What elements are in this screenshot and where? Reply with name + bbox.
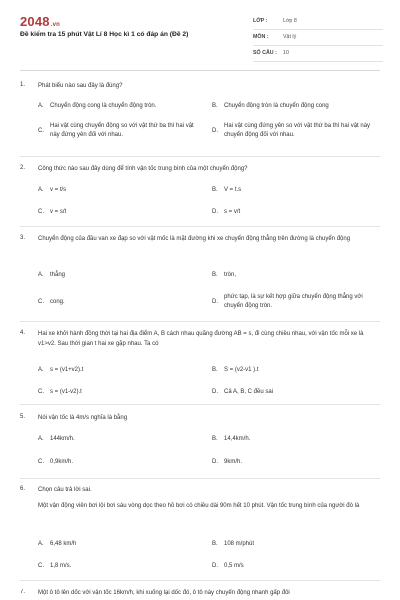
option-text: s = (v1+v2).t: [50, 367, 84, 373]
question-number: 2.: [20, 165, 26, 171]
option-letter: C.: [38, 128, 44, 134]
option-text: Hai vật cùng chuyển động so với vật thứ ba thì hai vật này đứng yên đối với nhau.: [50, 123, 194, 138]
option-text: 14,4km/h.: [224, 436, 251, 442]
question-divider: [20, 156, 380, 157]
question-divider: [20, 404, 380, 405]
option-text: 108 m/phút: [224, 541, 255, 547]
option-text: S = (v2-v1 ).t: [224, 367, 259, 373]
question-number: 6.: [20, 486, 26, 492]
option-text: Chuyển động cong là chuyển động tròn.: [50, 103, 157, 109]
meta-value: Vật lý: [283, 34, 297, 40]
question-number: 4.: [20, 330, 26, 336]
question-number: 5.: [20, 414, 26, 420]
meta-key: SỐ CÂU :: [253, 50, 277, 56]
option-letter: C.: [38, 563, 44, 569]
option-letter: D.: [212, 563, 218, 569]
option-letter: A.: [38, 436, 44, 442]
page-title: Đề kiểm tra 15 phút Vật Lí 8 Học kì 1 có đáp án (Đề 2): [20, 31, 189, 38]
option-letter: D.: [212, 128, 218, 134]
option-text: thẳng: [50, 272, 66, 278]
question-number: 1.: [20, 82, 26, 88]
page-header: [0, 0, 400, 70]
question-7: [20, 589, 380, 600]
option-text: Cả A, B, C đều sai: [224, 389, 274, 395]
question-text: Một ô tô lên dốc với vận tốc 16km/h, khi xuống lại dốc đó, ô tô này chuyển động nhanh gấp đôi: [38, 590, 290, 596]
question-6: [20, 486, 380, 578]
question-divider: [20, 321, 380, 322]
option-letter: A.: [38, 103, 44, 109]
question-number: 7.: [20, 589, 26, 595]
question-divider: [20, 226, 380, 227]
option-letter: A.: [38, 272, 44, 278]
meta-row-subject: [253, 32, 383, 46]
option-text: tròn,: [224, 272, 237, 278]
option-letter: B.: [212, 436, 218, 442]
question-5: [20, 414, 380, 474]
question-text: Nói vận tốc là 4m/s nghĩa là bằng: [38, 415, 128, 421]
question-3: [20, 235, 380, 323]
option-letter: D.: [212, 389, 218, 395]
option-letter: D.: [212, 299, 218, 305]
question-passage: Một vận động viên bơi lội bơi sáu vòng dọc theo hồ bơi có chiều dài 90m hết 10 phút. Vận tốc trung bình của người đó là: [38, 503, 360, 509]
option-text: 0,9km/h.: [50, 459, 74, 465]
option-letter: A.: [38, 187, 44, 193]
option-letter: A.: [38, 541, 44, 547]
question-1: [20, 82, 380, 162]
option-text: 0,5 m/s: [224, 563, 244, 569]
option-text: 6,48 km/h: [50, 541, 77, 547]
question-4: [20, 330, 380, 406]
site-logo[interactable]: [20, 14, 60, 29]
meta-key: LỚP :: [253, 18, 268, 24]
question-number: 3.: [20, 235, 26, 241]
option-letter: B.: [212, 541, 218, 547]
option-letter: B.: [212, 367, 218, 373]
logo-text: 2048: [20, 14, 50, 29]
option-letter: B.: [212, 272, 218, 278]
question-text: Hai xe khởi hành đồng thời tại hai địa điểm A, B cách nhau quãng đường AB = s, đi cùng chiều nhau, với vận tốc mỗi xe là v1>v2. Sau thời gian t hai xe gặp nhau. Ta có: [38, 331, 364, 347]
option-letter: B.: [212, 103, 218, 109]
option-text: phức tạp, là sự kết hợp giữa chuyển động thẳng với chuyển động tròn.: [224, 294, 363, 309]
meta-key: MÔN :: [253, 34, 269, 40]
option-letter: A.: [38, 367, 44, 373]
option-text: cong.: [50, 299, 65, 305]
meta-row-class: [253, 16, 383, 30]
meta-value: 10: [283, 50, 289, 56]
option-text: Chuyển động tròn là chuyển động cong: [224, 103, 329, 109]
question-text: Chọn câu trả lời sai.: [38, 487, 92, 493]
option-letter: D.: [212, 459, 218, 465]
option-letter: C.: [38, 299, 44, 305]
option-text: V = t.s: [224, 187, 242, 193]
exam-meta: [253, 16, 383, 64]
question-2: [20, 165, 380, 225]
question-divider: [20, 580, 380, 581]
option-letter: C.: [38, 459, 44, 465]
option-text: s = (v1-v2).t: [50, 389, 82, 395]
option-text: s = v/t: [224, 209, 241, 215]
option-text: 144km/h.: [50, 436, 75, 442]
meta-value: Lớp 8: [283, 18, 297, 24]
option-text: v = s/t: [50, 209, 67, 215]
question-text: Công thức nào sau đây dùng để tính vận tốc trung bình của một chuyển động?: [38, 166, 248, 172]
question-text: Chuyển động của đầu van xe đạp so với vật mốc là mặt đường khi xe chuyển động thẳng trên đường là chuyển động: [38, 236, 351, 242]
question-divider: [20, 478, 380, 479]
header-divider: [20, 70, 380, 71]
meta-row-count: [253, 48, 383, 62]
option-text: 1,8 m/s.: [50, 563, 72, 569]
question-text: Phát biểu nào sau đây là đúng?: [38, 83, 123, 89]
option-letter: D.: [212, 209, 218, 215]
option-text: Hai vật cùng đứng yên so với vật thứ ba thì hai vật này chuyển động đối với nhau.: [224, 123, 371, 138]
option-text: 9km/h.: [224, 459, 243, 465]
option-text: v = t/s: [50, 187, 67, 193]
option-letter: C.: [38, 209, 44, 215]
logo-tld: .vn: [50, 22, 61, 28]
option-letter: B.: [212, 187, 218, 193]
option-letter: C.: [38, 389, 44, 395]
